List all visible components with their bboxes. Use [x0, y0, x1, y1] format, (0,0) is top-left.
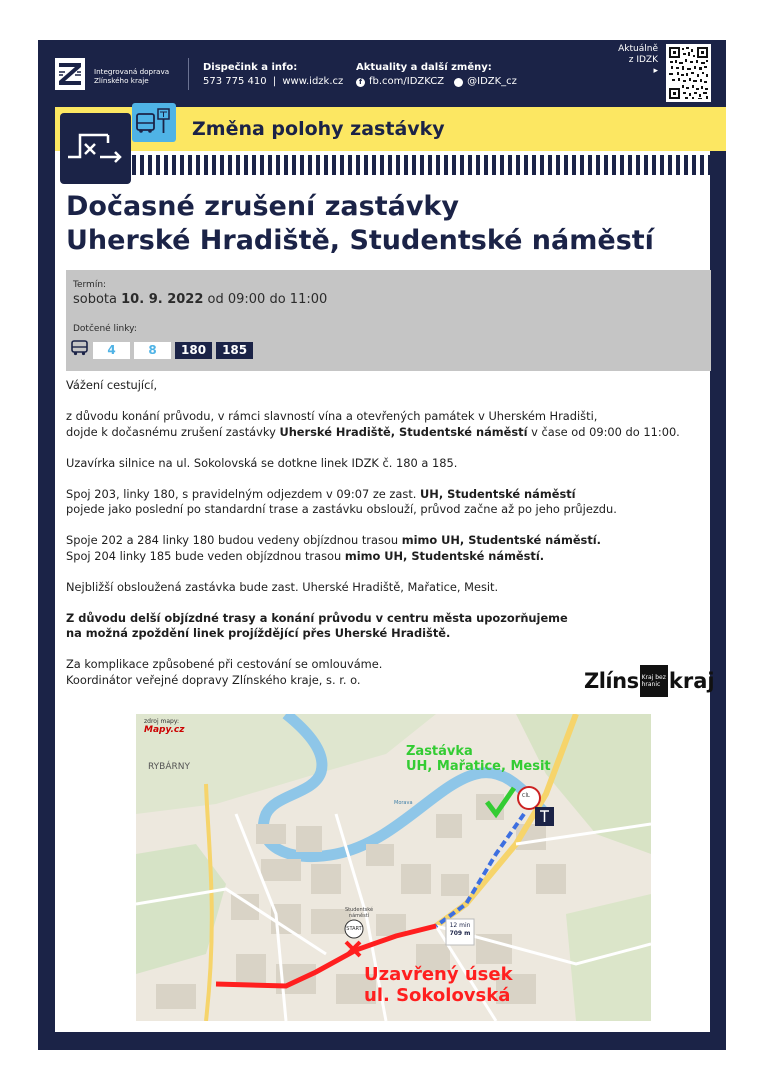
closed-line2: ul. Sokolovská — [364, 985, 511, 1006]
stop-name: mimo UH, Studentské náměstí. — [344, 548, 545, 563]
text-fragment: Z důvodu delší objízdné trasy a konání průvodu v centru města upozorňujeme — [66, 610, 568, 625]
banner-title: Změna polohy zastávky — [192, 118, 445, 140]
dispatch-web-link[interactable]: www.idzk.cz — [282, 76, 344, 87]
route-duration: 12 min — [449, 922, 471, 929]
text-fragment: Spoj 204 linky 185 bude veden objízdnou trasou — [66, 548, 345, 563]
paragraph-last-trip — [66, 487, 706, 518]
arrow-right-icon: ▸ — [653, 66, 658, 76]
date-day: sobota — [73, 292, 122, 307]
header-bar — [38, 40, 726, 107]
org-name-line2: Zlínského kraje — [94, 76, 149, 85]
paragraph-detour — [66, 533, 706, 564]
mapy-cz-logo: Mapy.cz — [144, 725, 185, 735]
facebook-link[interactable]: fb.com/IDZKCZ — [369, 76, 445, 87]
zlinsky-kraj-logo — [584, 665, 715, 697]
term-label: Termín: — [73, 280, 107, 290]
stripe-pattern — [132, 155, 726, 175]
logo-text-left: Zlíns — [584, 669, 639, 693]
logo-badge — [640, 665, 668, 697]
text-fragment: pojede jako poslední po standardní trase a zastávku obslouží, průvod začne až po jeho průjezdu. — [66, 502, 617, 516]
closed-line1: Uzavřený úsek — [364, 964, 513, 985]
headline-line1: Dočasné zrušení zastávky — [66, 191, 459, 222]
detour-map[interactable] — [136, 714, 651, 1021]
map-stop-label — [406, 744, 551, 774]
notice-body — [66, 378, 706, 704]
map-end-label: CÍL — [522, 793, 530, 799]
text-fragment: Spoj 203, linky 180, s pravidelným odjezdem v 09:07 ze zast. — [66, 486, 421, 501]
paragraph-warning — [66, 611, 706, 642]
dispatch-title: Dispečink a info: — [203, 62, 298, 73]
text-fragment: z důvodu konání průvodu, v rámci slavností vína a otevřených památek v Uherském Hradišti, — [66, 409, 598, 423]
news-block — [356, 61, 517, 89]
date-value: 10. 9. 2022 — [121, 292, 204, 307]
map-stop-line1: Zastávka — [406, 744, 473, 759]
text-fragment: na možná zpoždění linek projíždějící přes Uherské Hradiště. — [66, 626, 451, 640]
map-closed-label — [364, 964, 513, 1006]
facebook-icon: f — [356, 78, 365, 87]
route-distance: 709 m — [449, 930, 471, 937]
map-river-label: Morava — [394, 800, 413, 806]
twitter-icon — [454, 78, 463, 87]
headline — [66, 190, 654, 258]
paragraph-closure: Uzavírka silnice na ul. Sokolovská se dotkne linek IDZK č. 180 a 185. — [66, 455, 458, 470]
paragraph-reason — [66, 409, 706, 440]
badge-line2: hranic — [641, 681, 661, 688]
map-stop-line2: UH, Mařatice, Mesit — [406, 759, 551, 774]
map-start-label: START — [346, 926, 362, 932]
logo-text-right: kraj — [668, 669, 715, 693]
twitter-link[interactable]: @IDZK_cz — [467, 76, 517, 87]
stop-name: UH, Studentské náměstí — [420, 486, 576, 501]
affected-lines — [71, 340, 253, 360]
line-badge: 185 — [216, 342, 253, 359]
dispatch-separator: | — [272, 76, 277, 87]
text-fragment: v čase od 09:00 do 11:00. — [527, 424, 680, 439]
dispatch-block — [203, 61, 343, 89]
current-line2: z IDZK — [628, 55, 658, 65]
stop-name: mimo UH, Studentské náměstí. — [401, 533, 602, 547]
date-time: od 09:00 do 11:00 — [203, 292, 328, 307]
line-badge: 8 — [134, 342, 171, 359]
news-title: Aktuality a další změny: — [356, 62, 492, 73]
info-box — [66, 270, 711, 371]
greeting: Vážení cestující, — [66, 378, 158, 392]
map-source-label: zdroj mapy: — [144, 718, 180, 725]
header-divider — [188, 58, 189, 90]
org-name — [94, 67, 169, 85]
line-badge: 180 — [175, 342, 212, 359]
text-fragment: Spoje 202 a 284 linky 180 budou vedeny objízdnou trasou — [66, 533, 402, 547]
idzk-logo-icon — [55, 58, 85, 90]
headline-line2: Uherské Hradiště, Studentské náměstí — [66, 225, 654, 256]
badge-line1: Kraj bez — [641, 674, 666, 681]
qr-code-icon[interactable] — [666, 44, 711, 102]
line-badge: 4 — [93, 342, 130, 359]
paragraph-nearest-stop: Nejbližší obsloužená zastávka bude zast. Uherské Hradiště, Mařatice, Mesit. — [66, 579, 499, 594]
text-fragment: Koordinátor veřejné dopravy Zlínského kraje, s. r. o. — [66, 672, 361, 687]
term-date — [73, 292, 327, 307]
org-name-line1: Integrovaná doprava — [94, 67, 170, 76]
map-route-info — [448, 922, 472, 938]
bus-icon — [71, 340, 89, 360]
lines-label: Dotčené linky: — [73, 324, 137, 334]
stop-name: Uherské Hradiště, Studentské náměstí — [279, 424, 528, 439]
stop-cancel-icon — [60, 113, 131, 184]
dispatch-phone[interactable]: 573 775 410 — [203, 76, 267, 87]
current-info-label — [606, 44, 658, 77]
map-source — [144, 718, 185, 735]
current-line1: Aktuálně — [618, 44, 658, 54]
bus-stop-icon — [132, 103, 176, 142]
map-area-label: RYBÁRNY — [148, 762, 190, 772]
text-fragment: Za komplikace způsobené při cestování se omlouváme. — [66, 657, 383, 671]
map-studentske-label: Studentské náměstí — [344, 907, 374, 919]
text-fragment: dojde k dočasnému zrušení zastávky — [66, 424, 280, 439]
